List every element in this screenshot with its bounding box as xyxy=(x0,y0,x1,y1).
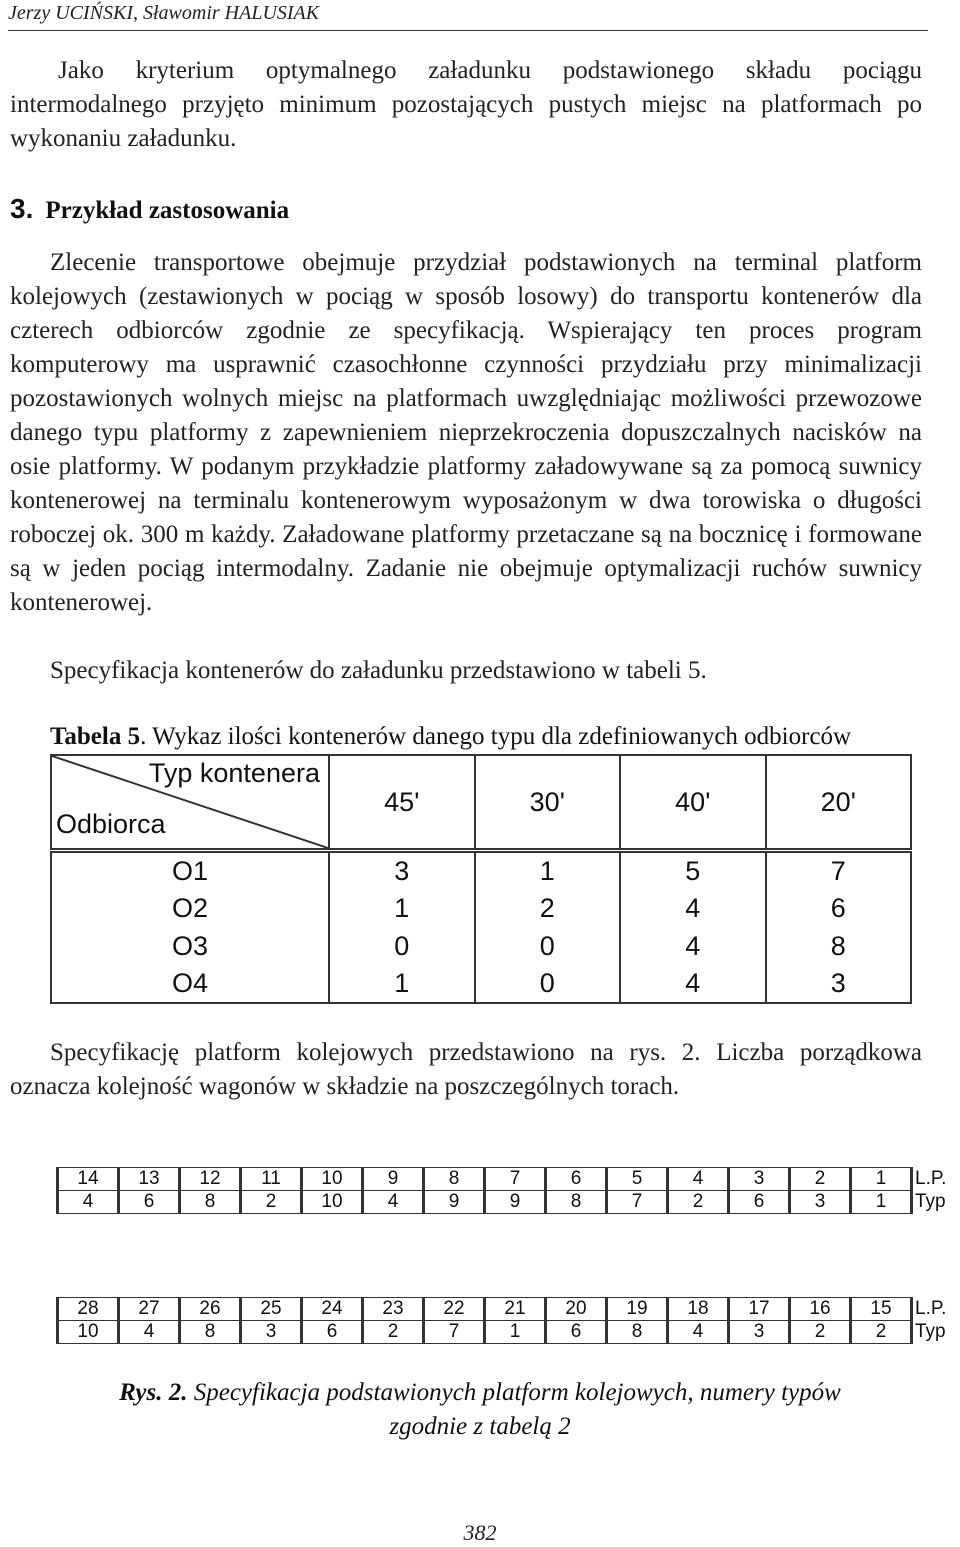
wagon-cell: 18 xyxy=(668,1298,729,1321)
wagon-cell: 6 xyxy=(546,1321,607,1344)
wagon-cell: 8 xyxy=(546,1191,607,1214)
table-cell: 2 xyxy=(475,890,621,927)
wagon-cell: 6 xyxy=(729,1191,790,1214)
column-header: 40' xyxy=(620,755,766,851)
table-cell: 0 xyxy=(475,965,621,1003)
wagon-cell: 1 xyxy=(485,1321,546,1344)
table-cell: 1 xyxy=(329,890,475,927)
row-header: O4 xyxy=(51,965,329,1003)
wagon-cell: 3 xyxy=(790,1191,851,1214)
wagon-cell: 6 xyxy=(546,1168,607,1191)
row-header: O2 xyxy=(51,890,329,927)
column-header: 30' xyxy=(475,755,621,851)
corner-label-recipient: Odbiorca xyxy=(56,809,166,839)
wagon-cell: 26 xyxy=(180,1298,241,1321)
body-paragraph: Zlecenie transportowe obejmuje przydział podstawionych na terminal platform kolejowych (zestawionych w pociąg w sposób losowy) do transportu kontenerów dla czterech odbiorców zgodnie ze specyfikacją. Wspierający ten proces program komputerowy ma usprawnić czasochłonne czynności przydziału przy minimalizacji pozostawionych wolnych miejsc na platformach uwzględniając możliwości przewozowe danego typu platformy z zapewnieniem nieprzekroczenia dopuszczalnych nacisków na osie platformy. W podanym przykładzie platformy załadowywane są za pomocą suwnicy kontenerowej na terminalu kontenerowym wyposażonym w dwa torowiska o długości roboczej ok. 300 m każdy. Załadowane platformy przetaczane są na bocznicę i formowane są w jeden pociąg intermodalny. Zadanie nie obejmuje optymalizacji ruchów suwnicy kontenerowej. xyxy=(10,249,922,616)
container-table xyxy=(50,754,912,1004)
wagon-cell: 9 xyxy=(485,1191,546,1214)
wagon-row-label: L.P. xyxy=(915,1168,947,1189)
header-rule xyxy=(8,30,928,31)
table5-caption-label: Tabela 5 xyxy=(50,723,141,750)
figure-caption xyxy=(0,1376,960,1444)
table-cell: 4 xyxy=(620,890,766,927)
wagon-cell: 27 xyxy=(119,1298,180,1321)
wagon-cell: 14 xyxy=(58,1168,119,1191)
wagon-cell: 21 xyxy=(485,1298,546,1321)
wagon-lp-row xyxy=(58,1168,957,1191)
wagon-cell: 7 xyxy=(607,1191,668,1214)
wagon-cell: 7 xyxy=(424,1321,485,1344)
wagon-row-label: Typ xyxy=(915,1321,946,1342)
wagon-cell: 9 xyxy=(424,1191,485,1214)
section-title: Przykład zastosowania xyxy=(45,197,290,224)
wagon-table-track-1 xyxy=(56,1167,958,1214)
wagon-cell: 1 xyxy=(851,1191,912,1214)
table5-caption-text: . Wykaz ilości kontenerów danego typu dla zdefiniowanych odbiorców xyxy=(140,723,852,750)
wagon-cell: 7 xyxy=(485,1168,546,1191)
wagon-cell: 28 xyxy=(58,1298,119,1321)
table-cell: 0 xyxy=(329,927,475,964)
wagon-cell: 8 xyxy=(180,1321,241,1344)
table-row xyxy=(51,965,911,1003)
wagon-cell: 2 xyxy=(790,1321,851,1344)
wagon-cell: 1 xyxy=(851,1168,912,1191)
wagon-cell: 22 xyxy=(424,1298,485,1321)
wagon-cell: 8 xyxy=(424,1168,485,1191)
wagon-row-label: Typ xyxy=(915,1191,946,1212)
wagon-type-row xyxy=(58,1191,957,1214)
wagon-cell: 2 xyxy=(668,1191,729,1214)
wagon-cell: 6 xyxy=(302,1321,363,1344)
wagon-cell: 4 xyxy=(668,1321,729,1344)
wagon-cell: 2 xyxy=(790,1168,851,1191)
wagon-cell: 4 xyxy=(58,1191,119,1214)
table-cell: 1 xyxy=(475,851,621,891)
table-cell: 3 xyxy=(766,965,912,1003)
wagon-cell: 10 xyxy=(58,1321,119,1344)
wagon-table-track-2 xyxy=(56,1297,958,1344)
wagon-cell: 19 xyxy=(607,1298,668,1321)
wagon-cell: 16 xyxy=(790,1298,851,1321)
corner-label-type: Typ kontenera xyxy=(148,758,320,788)
wagon-cell: 23 xyxy=(363,1298,424,1321)
table-cell: 7 xyxy=(766,851,912,891)
wagon-cell: 2 xyxy=(363,1321,424,1344)
wagon-cell: 12 xyxy=(180,1168,241,1191)
wagon-cell: 11 xyxy=(241,1168,302,1191)
column-header: 20' xyxy=(766,755,912,851)
table-cell: 5 xyxy=(620,851,766,891)
wagon-cell: 10 xyxy=(302,1191,363,1214)
wagon-cell: 8 xyxy=(180,1191,241,1214)
figure-caption-line1: Specyfikacja podstawionych platform kolejowych, numery typów xyxy=(187,1379,841,1406)
wagon-cell: 4 xyxy=(363,1191,424,1214)
table-cell: 6 xyxy=(766,890,912,927)
wagon-cell: 10 xyxy=(302,1168,363,1191)
wagon-cell: 25 xyxy=(241,1298,302,1321)
table-cell: 8 xyxy=(766,927,912,964)
section-heading xyxy=(10,192,289,228)
wagon-cell: 2 xyxy=(241,1191,302,1214)
table-cell: 4 xyxy=(620,965,766,1003)
platform-paragraph: Specyfikację platform kolejowych przedstawiono na rys. 2. Liczba porządkowa oznacza kolejność wagonów w składzie na poszczególnych torach. xyxy=(10,1039,922,1100)
table-cell: 1 xyxy=(329,965,475,1003)
figure-label: Rys. 2. xyxy=(119,1379,188,1406)
row-header: O3 xyxy=(51,927,329,964)
wagon-cell: 3 xyxy=(241,1321,302,1344)
intro-paragraph: Jako kryterium optymalnego załadunku podstawionego składu pociągu intermodalnego przyjęto minimum pozostających pustych miejsc na platformach po wykonaniu załadunku. xyxy=(10,57,922,152)
table-row xyxy=(51,927,911,964)
wagon-cell: 2 xyxy=(851,1321,912,1344)
wagon-lp-row xyxy=(58,1298,957,1321)
table-row xyxy=(51,851,911,891)
row-header: O1 xyxy=(51,851,329,891)
section-number: 3. xyxy=(10,193,34,224)
wagon-cell: 3 xyxy=(729,1321,790,1344)
table-cell: 0 xyxy=(475,927,621,964)
wagon-cell: 24 xyxy=(302,1298,363,1321)
running-header: Jerzy UCIŃSKI, Sławomir HALUSIAK xyxy=(8,2,320,24)
wagon-row-label: L.P. xyxy=(915,1298,947,1319)
table-cell: 4 xyxy=(620,927,766,964)
page-number: 382 xyxy=(463,1520,497,1545)
wagon-cell: 4 xyxy=(668,1168,729,1191)
wagon-cell: 3 xyxy=(729,1168,790,1191)
wagon-cell: 5 xyxy=(607,1168,668,1191)
table-cell: 3 xyxy=(329,851,475,891)
wagon-cell: 8 xyxy=(607,1321,668,1344)
column-header: 45' xyxy=(329,755,475,851)
figure-caption-line2: zgodnie z tabelą 2 xyxy=(389,1413,571,1440)
wagon-cell: 6 xyxy=(119,1191,180,1214)
wagon-cell: 15 xyxy=(851,1298,912,1321)
wagon-cell: 17 xyxy=(729,1298,790,1321)
wagon-type-row xyxy=(58,1321,957,1344)
table5-corner-cell xyxy=(51,755,329,851)
table5-caption xyxy=(50,720,851,754)
wagon-cell: 4 xyxy=(119,1321,180,1344)
table-row xyxy=(51,890,911,927)
wagon-cell: 9 xyxy=(363,1168,424,1191)
wagon-cell: 20 xyxy=(546,1298,607,1321)
wagon-cell: 13 xyxy=(119,1168,180,1191)
spec-sentence: Specyfikacja kontenerów do załadunku przedstawiono w tabeli 5. xyxy=(50,657,707,684)
